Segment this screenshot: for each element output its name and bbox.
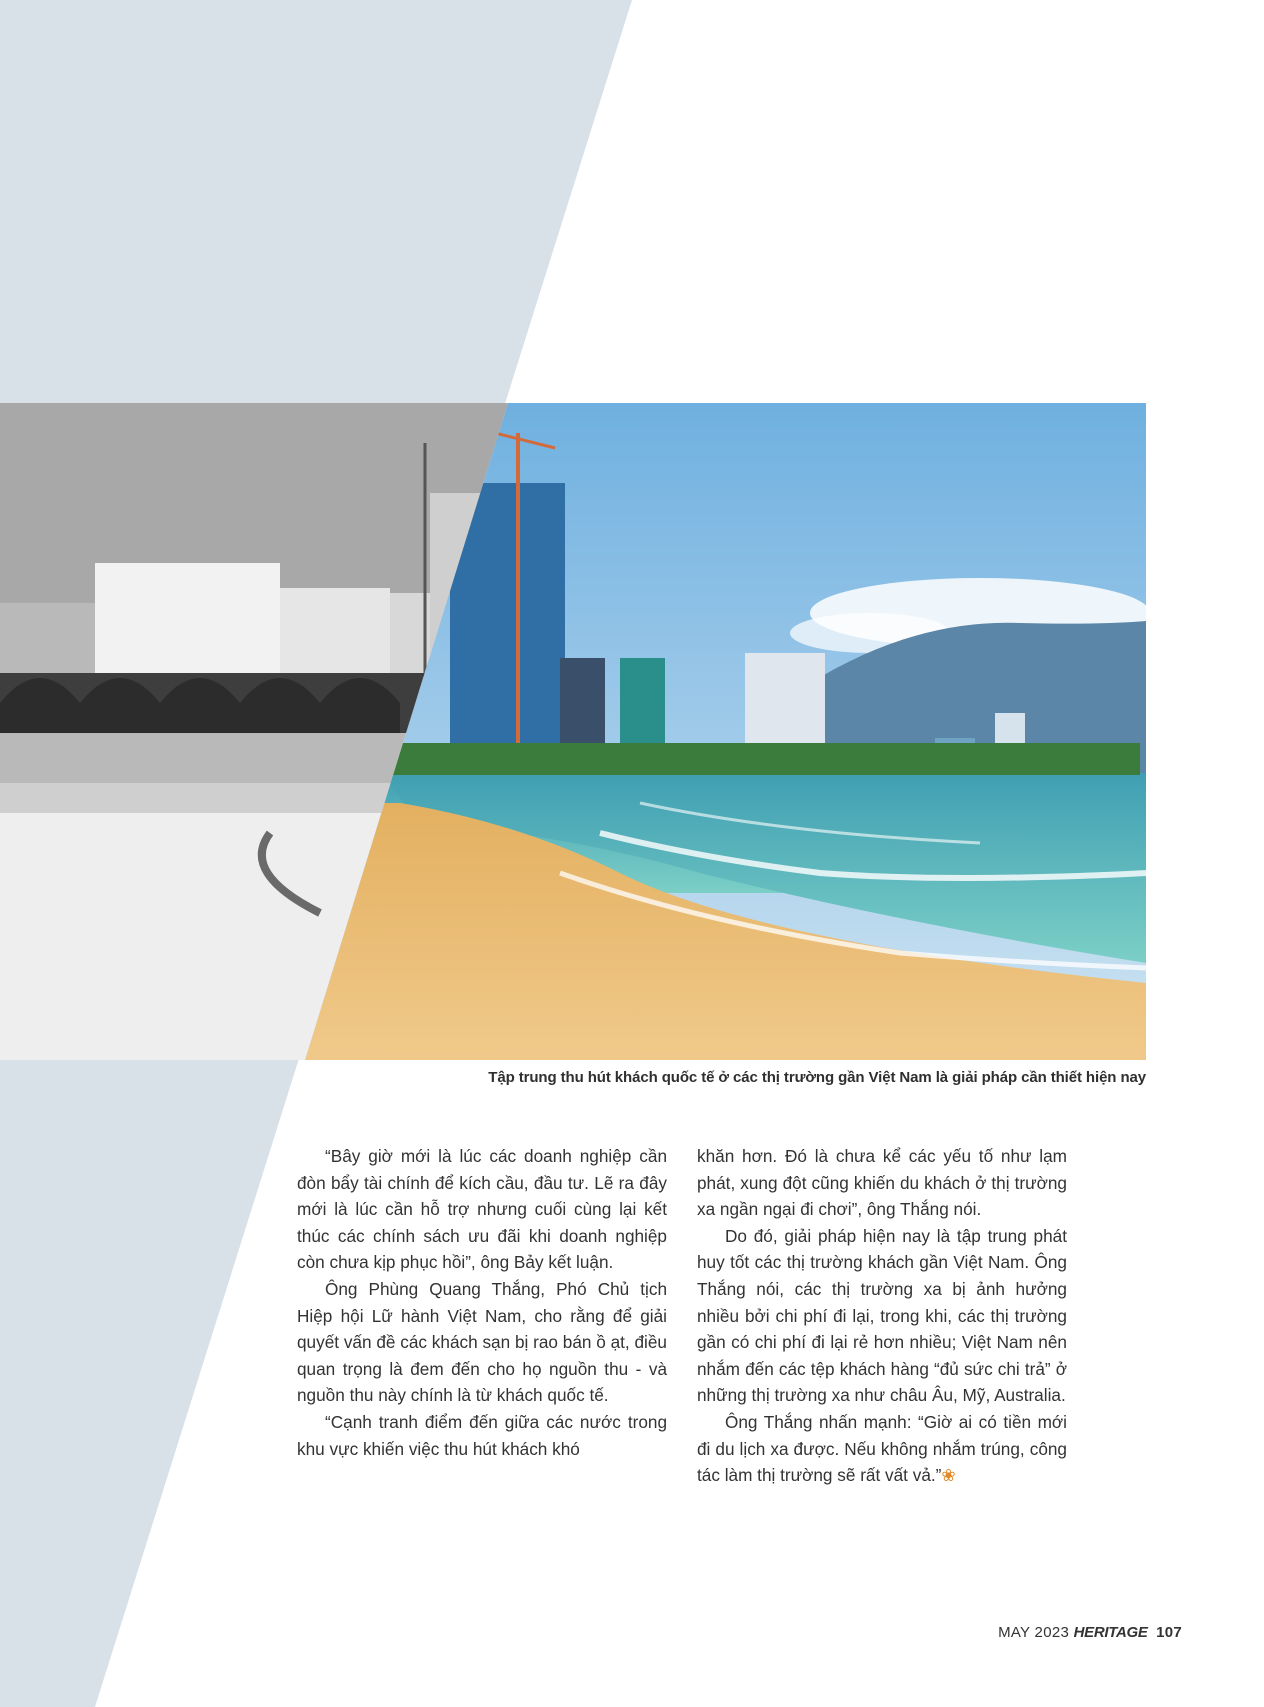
- photo-caption: Tập trung thu hút khách quốc tế ở các thị trường gần Việt Nam là giải pháp cần thiết hiện nay: [488, 1069, 1146, 1086]
- article-paragraph: Ông Phùng Quang Thắng, Phó Chủ tịch Hiệp hội Lữ hành Việt Nam, cho rằng để giải quyết vấn đề các khách sạn bị rao bán ồ ạt, điều quan trọng là đem đến cho họ nguồn thu - và nguồn thu này chính là từ khách quốc tế.: [297, 1278, 667, 1406]
- end-mark-icon: ❀: [941, 1465, 956, 1486]
- article-paragraph: “Bây giờ mới là lúc các doanh nghiệp cần đòn bẩy tài chính để kích cầu, đầu tư. Lẽ ra đây mới là lúc cần hỗ trợ nhưng cuối cùng lại kết thúc các chính sách ưu đãi khi doanh nghiệp còn chưa kịp phục hồi”, ông Bảy kết luận.: [297, 1146, 667, 1273]
- issue-date: MAY 2023: [998, 1624, 1070, 1641]
- article-paragraph: “Cạnh tranh điểm đến giữa các nước trong khu vực khiến việc thu hút khách khó: [297, 1411, 667, 1459]
- article-paragraph-final: [697, 1409, 1067, 1489]
- article-paragraph: Do đó, giải pháp hiện nay là tập trung phát huy tốt các thị trường khách gần Việt Nam. Ông Thắng nói, các thị trường xa bị ảnh hưởng nhiều bởi chi phí đi lại, trong khi, các thị trường gần có chi phí đi lại rẻ hơn nhiều; Việt Nam nên nhắm đến các tệp khách hàng “đủ sức chi trả” ở những thị trường xa như châu Âu, Mỹ, Australia.: [697, 1225, 1067, 1406]
- article-final-text: Ông Thắng nhấn mạnh: “Giờ ai có tiền mới đi du lịch xa được. Nếu không nhắm trúng, công tác làm thị trường sẽ rất vất vả.”: [697, 1411, 1067, 1486]
- page-number: 107: [1156, 1624, 1182, 1641]
- page-footer: [998, 1624, 1182, 1641]
- beach-photo: [0, 403, 1146, 1060]
- article-column-right: [697, 1143, 1067, 1489]
- beach-city-skyline-image: [0, 403, 1146, 1060]
- article-paragraph-continuation: khăn hơn. Đó là chưa kể các yếu tố như lạm phát, xung đột cũng khiến du khách ở thị trường xa ngần ngại đi chơi”, ông Thắng nói.: [697, 1146, 1067, 1220]
- article-column-left: [297, 1143, 667, 1462]
- magazine-name: HERITAGE: [1073, 1624, 1148, 1641]
